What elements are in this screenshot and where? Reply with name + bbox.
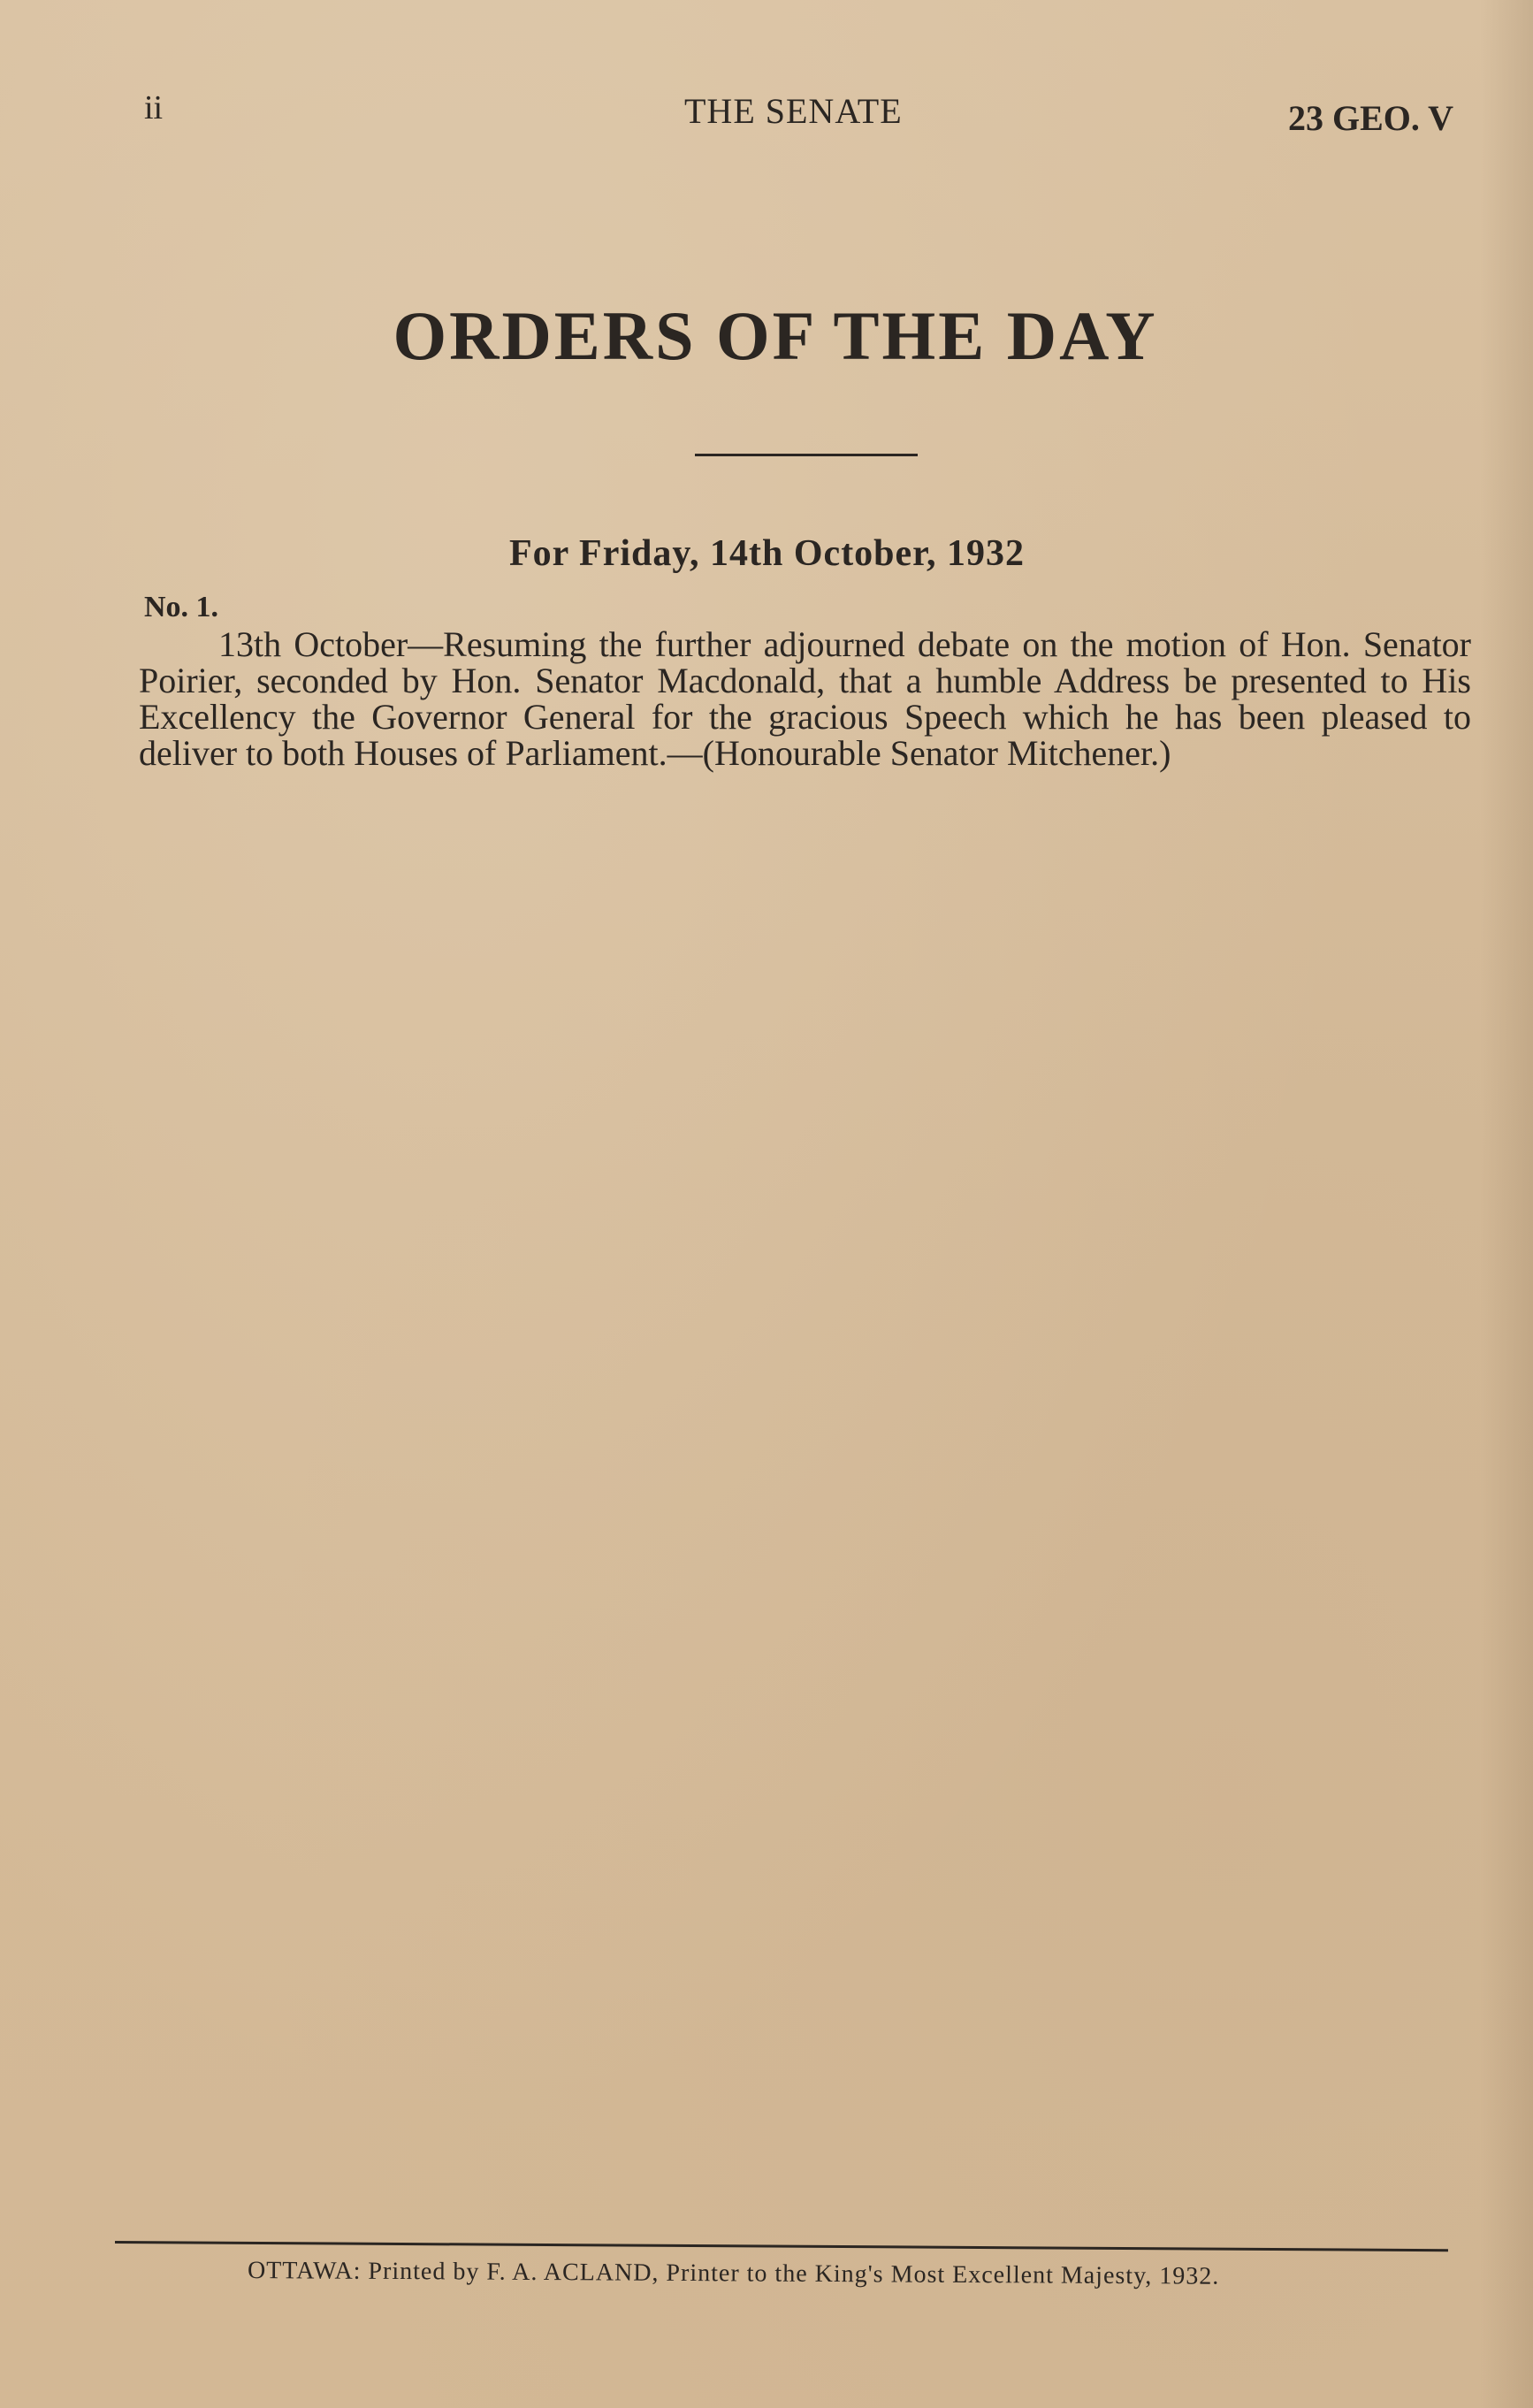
regnal-year: 23 GEO. V	[1288, 98, 1454, 138]
order-item-text: 13th October—Resuming the further adjourned debate on the motion of Hon. Senator Poirier, seconded by Hon. Senator Macdonald, that a humble Address be presented to His Excellency the Governor General for the gracious Speech which he has been pleased to deliver to both Houses of Parliament.—(Honourable Senator Mitchener.)	[139, 624, 1471, 773]
page-folio: ii	[144, 89, 164, 126]
date-heading: For Friday, 14th October, 1932	[509, 533, 1025, 574]
page-title: ORDERS OF THE DAY	[393, 297, 1158, 374]
running-head	[0, 88, 1533, 141]
printer-imprint: OTTAWA: Printed by F. A. ACLAND, Printer to the King's Most Excellent Majesty, 1932.	[247, 2257, 1220, 2290]
running-title: THE SENATE	[684, 91, 903, 131]
title-rule	[695, 454, 918, 456]
footer-rule	[115, 2241, 1448, 2251]
order-item-number: No. 1.	[144, 591, 219, 623]
